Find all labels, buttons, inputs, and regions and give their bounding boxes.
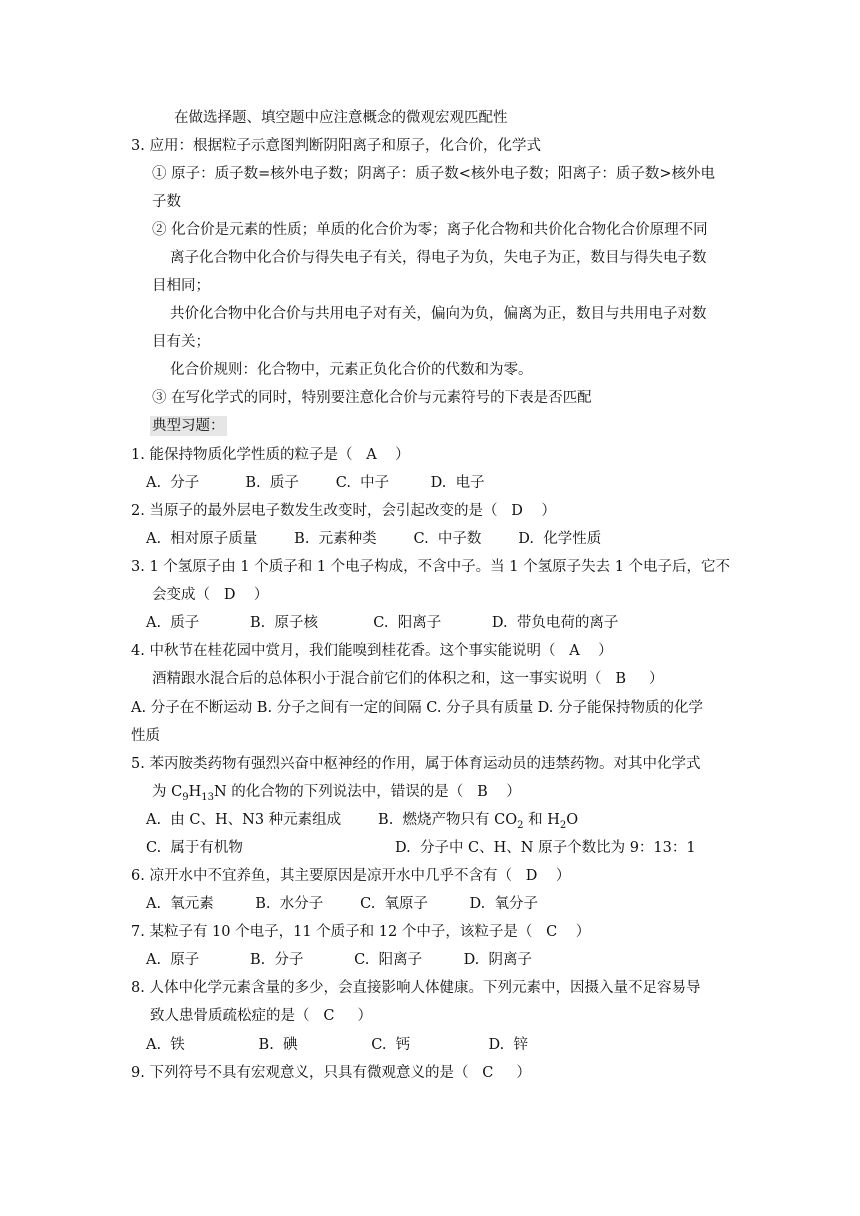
options-q8: A. 铁 B. 碘 C. 钙 D. 锌 <box>146 1037 528 1053</box>
text-run: N 的化合物的下列说法中，错误的是（ B ） <box>213 784 521 800</box>
text-line: 子数 <box>152 194 181 210</box>
question-8-cont: 致人患骨质疏松症的是（ C ） <box>150 1008 372 1024</box>
options-q5-row1 <box>146 810 578 830</box>
question-5: 5. 苯丙胺类药物有强烈兴奋中枢神经的作用，属于体育运动员的违禁药物。对其中化学式 <box>131 756 701 772</box>
text-run: O <box>566 812 579 828</box>
question-5-cont <box>152 782 521 802</box>
question-3: 3. 1 个氢原子由 1 个质子和 1 个电子构成，不含中子。当 1 个氢原子失去 1 个电子后，它不 <box>131 559 731 575</box>
text-line: 在做选择题、填空题中应注意概念的微观宏观匹配性 <box>174 110 508 126</box>
text-run: A. 由 C、H、N3 种元素组成 B. 燃烧产物只有 CO <box>146 812 518 828</box>
question-3-cont: 会变成（ D ） <box>152 587 269 603</box>
question-8: 8. 人体中化学元素含量的多少，会直接影响人体健康。下列元素中，因摄入量不足容易导 <box>131 980 701 996</box>
question-9: 9. 下列符号不具有宏观意义，只具有微观意义的是（ C ） <box>131 1065 531 1081</box>
options-q5-row2: C. 属于有机物 D. 分子中 C、H、N 原子个数比为 9：13：1 <box>146 840 696 856</box>
text-line: ③ 在写化学式的同时，特别要注意化合价与元素符号的下表是否匹配 <box>152 390 592 406</box>
options-q3: A. 质子 B. 原子核 C. 阳离子 D. 带负电荷的离子 <box>146 615 619 631</box>
text-run: 和 H <box>523 812 560 828</box>
options-q6: A. 氧元素 B. 水分子 C. 氧原子 D. 氧分子 <box>146 896 538 912</box>
options-q1: A. 分子 B. 质子 C. 中子 D. 电子 <box>146 475 485 491</box>
subscript: 2 <box>559 819 567 831</box>
text-line: ② 化合价是元素的性质；单质的化合价为零；离子化合物和共价化合物化合价原理不同 <box>152 222 708 238</box>
text-line: 目相同； <box>152 278 210 294</box>
options-q4: A. 分子在不断运动 B. 分子之间有一定的间隔 C. 分子具有质量 D. 分子能保持物质的化学 <box>131 700 704 716</box>
question-4: 4. 中秋节在桂花园中赏月，我们能嗅到桂花香。这个事实能说明（ A ） <box>131 643 613 659</box>
question-2: 2. 当原子的最外层电子数发生改变时，会引起改变的是（ D ） <box>131 503 556 519</box>
subscript: 2 <box>517 819 524 831</box>
text-line: 共价化合物中化合价与共用电子对有关，偏向为负，偏离为正，数目与共用电子对数 <box>170 306 707 322</box>
subscript: 9 <box>182 791 189 803</box>
options-q7: A. 原子 B. 分子 C. 阳离子 D. 阴离子 <box>146 952 533 968</box>
options-q4-cont: 性质 <box>131 728 160 744</box>
text-run: H <box>188 784 202 800</box>
exercise-heading: 典型习题： <box>152 418 225 434</box>
text-line: 化合价规则：化合物中，元素正负化合价的代数和为零。 <box>170 362 533 378</box>
text-line: ① 原子：质子数=核外电子数；阴离子：质子数<核外电子数；阳离子：质子数>核外电 <box>152 166 716 182</box>
question-1: 1. 能保持物质化学性质的粒子是（ A ） <box>131 447 410 463</box>
question-6: 6. 凉开水中不宜养鱼，其主要原因是凉开水中几乎不含有（ D ） <box>131 868 571 884</box>
text-run: 为 C <box>152 784 183 800</box>
text-line: 离子化合物中化合价与得失电子有关，得电子为负，失电子为正，数目与得失电子数 <box>170 250 707 266</box>
subscript: 13 <box>201 791 214 803</box>
section-heading: 3. 应用：根据粒子示意图判断阴阳离子和原子，化合价，化学式 <box>131 138 541 154</box>
text-line: 目有关； <box>152 334 210 350</box>
options-q2: A. 相对原子质量 B. 元素种类 C. 中子数 D. 化学性质 <box>146 531 602 547</box>
question-4-sub: 酒精跟水混合后的总体积小于混合前它们的体积之和，这一事实说明（ B ） <box>152 671 664 687</box>
question-7: 7. 某粒子有 10 个电子，11 个质子和 12 个中子，该粒子是（ C ） <box>131 924 591 940</box>
